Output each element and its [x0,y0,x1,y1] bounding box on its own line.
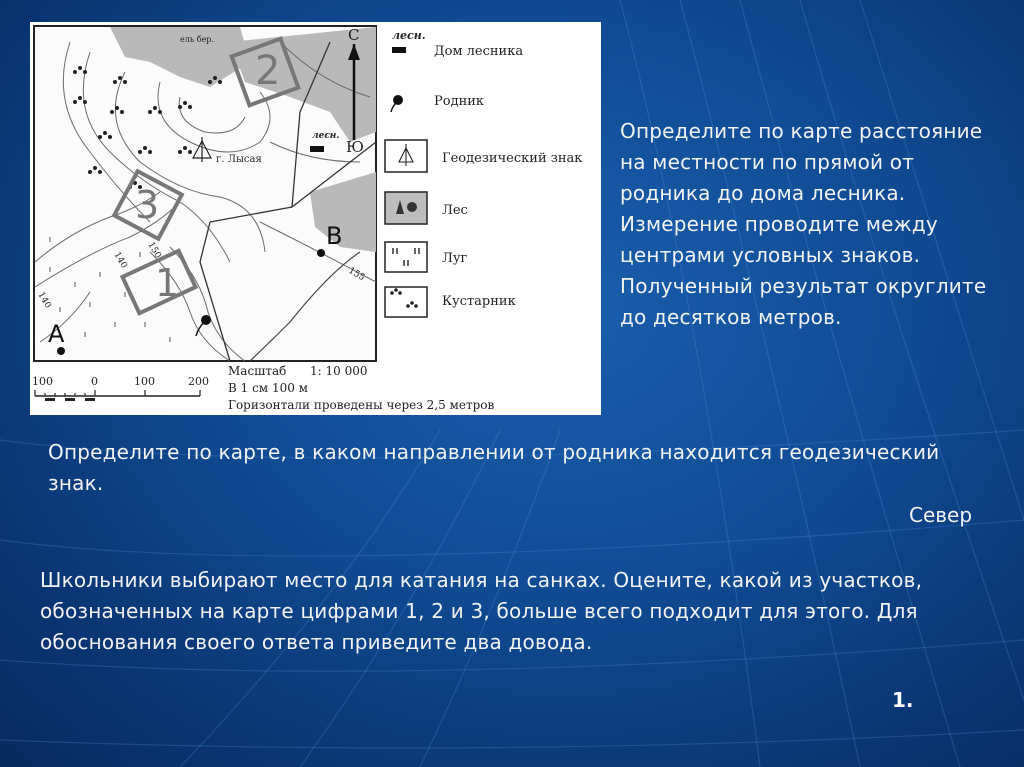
scale-title: Масштаб [228,364,287,378]
question-direction: Определите по карте, в каком направлении от родника находится геодезический знак. [48,440,940,495]
topographic-map [30,22,601,415]
contour-label-155: 155 [346,265,367,284]
point-a-marker [57,347,65,355]
hill-label: г. Лысая [216,154,262,165]
compass-south-label: Ю [346,138,364,156]
contour-label-140b: 140 [35,290,53,311]
scale-per-cm: В 1 см 100 м [228,381,309,395]
legend-forest-icon [385,192,427,224]
legend-label-forest: Лес [442,203,468,218]
plot-1-label: 1 [155,261,180,305]
scale-ratio: 1: 10 000 [310,364,368,378]
plot-3-label: 3 [135,183,160,227]
legend-label-meadow: Луг [442,251,468,266]
legend-label-forester-house: Дом лесника [434,44,524,59]
legend-forest-label: лесн. [392,29,426,42]
contour-label-150: 150 [145,240,163,261]
scale-tick-200: 200 [188,375,209,388]
plot-2-label: 2 [255,48,281,94]
legend-label-spring: Родник [434,94,485,109]
answer-direction: Север [909,503,973,527]
point-a-label: A [48,320,65,348]
question-distance: Определите по карте расстояние на местности по прямой от родника до дома лесника. Измерение проводите между центрами условных знаков. Полученный результат округлите до десятков метров. [620,119,987,329]
compass-north-label: С [348,26,360,44]
scale-contours-note: Горизонтали проведены через 2,5 метров [228,398,495,412]
birch-label: ель бер. [180,35,214,44]
forester-house-icon [310,146,324,152]
scale-tick-0: 0 [91,375,98,388]
slide-number: 1. [892,688,914,712]
question-sledding: Школьники выбирают место для катания на санках. Оцените, какой из участков, обозначенных на карте цифрами 1, 2 и 3, больше всего подходит для этого. Для обоснования своего ответа приведите два довода. [40,568,923,654]
scale-tick-100-left: 100 [32,375,53,388]
legend-label-geodetic: Геодезический знак [442,151,583,166]
legend-forester-house-icon [392,47,406,53]
forest-label-2: лесн. [312,131,340,141]
point-b-label: B [326,222,343,250]
point-b-marker [317,249,325,257]
scale-tick-100: 100 [134,375,155,388]
contour-label-140: 140 [111,250,129,271]
legend-label-shrub: Кустарник [442,294,516,309]
legend-spring-icon [391,95,403,112]
legend-meadow-icon [385,242,427,272]
